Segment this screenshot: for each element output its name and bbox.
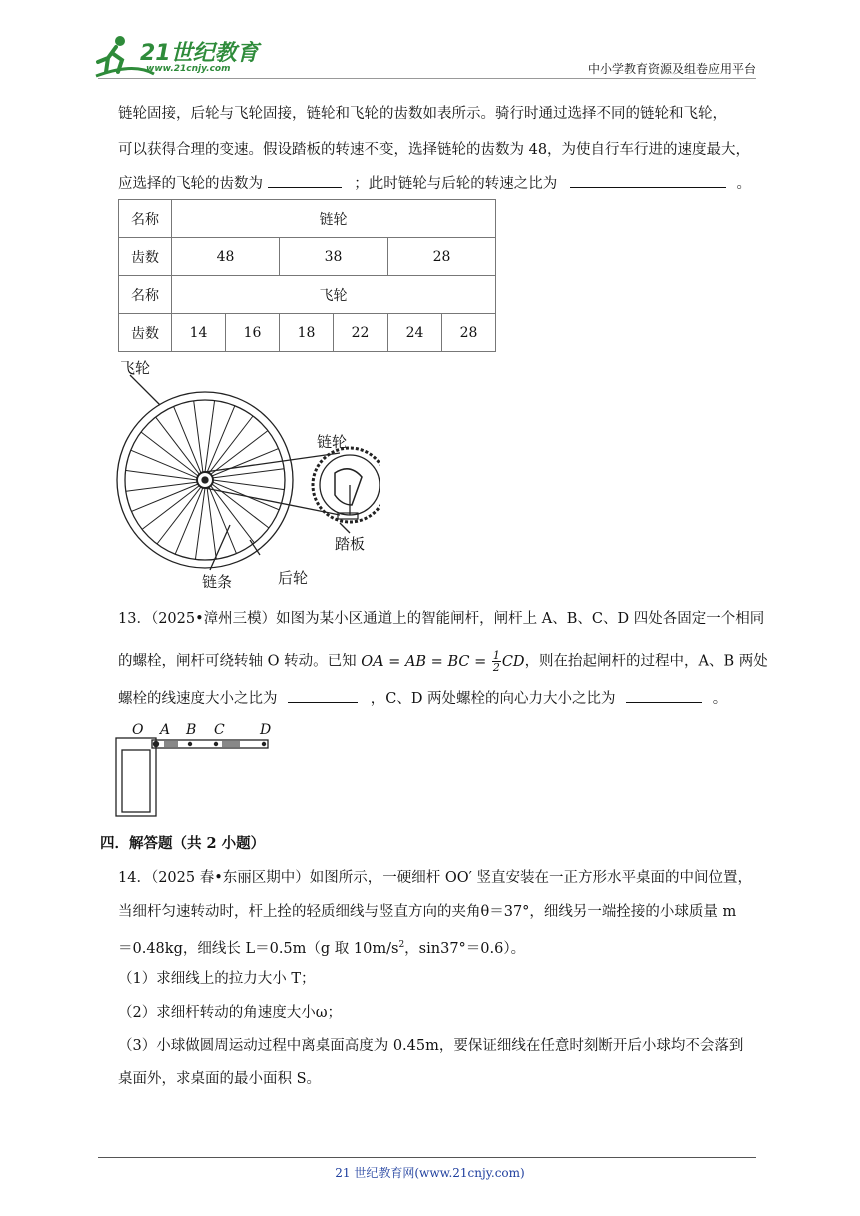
- label-pedal: 踏板: [335, 535, 366, 553]
- wheel-spoke: [195, 488, 205, 559]
- wheel-spoke: [209, 487, 236, 554]
- table-cell: 48: [172, 238, 280, 276]
- table-row: [119, 276, 496, 314]
- label-rear-wheel: 后轮: [278, 569, 309, 587]
- table-cell: 28: [442, 314, 496, 352]
- logo-text: 21世纪教育: [140, 41, 259, 66]
- bicycle-figure: [110, 355, 380, 595]
- q13-line2-text-b: ，则在抬起闸杆的过程中，A、B 两处: [524, 653, 768, 670]
- q12-line3: [118, 173, 751, 194]
- section-title: 四．解答题（共 2 小题）: [100, 835, 266, 852]
- bicycle-wheel-diagram: [110, 355, 380, 595]
- table-cell: 名称: [119, 200, 172, 238]
- wheel-spoke: [141, 432, 198, 476]
- wheel-spoke: [156, 417, 200, 474]
- table-row: [119, 200, 496, 238]
- header-divider: [98, 78, 756, 79]
- wheel-spoke: [175, 488, 203, 555]
- q12-line2: 可以获得合理的变速。假设踏板的转速不变，选择链轮的齿数为 48，为使自行车行进的速度最大，: [118, 142, 751, 158]
- q14-line3-text-a: ＝0.48kg，细线长 L＝0.5m（g 取 10m/s: [118, 940, 399, 957]
- q14-sub3-line2: 桌面外，求桌面的最小面积 S。: [118, 1071, 322, 1087]
- table-cell: 38: [280, 238, 388, 276]
- footer-divider: [98, 1157, 756, 1158]
- q13-line2: [118, 650, 768, 673]
- q13-line2-text-a: 的螺栓，闸杆可绕转轴 O 转动。已知: [118, 653, 362, 670]
- table-cell: 名称: [119, 276, 172, 314]
- gate-label-d: D: [260, 722, 272, 738]
- table-cell: 18: [280, 314, 334, 352]
- wheel-spoke: [207, 406, 235, 473]
- q14-line1: 14．（2025 春•东丽区期中）如图所示，一硬细杆 OO′ 竖直安装在一正方形水平桌面的中间位置，: [118, 870, 753, 886]
- wheel-spoke: [205, 401, 215, 472]
- q13-line3: [118, 688, 727, 709]
- q14-sub2: （2）求细杆转动的角速度大小ω；: [118, 1005, 343, 1021]
- fraction-denominator: 2: [492, 661, 500, 674]
- gate-label-c: C: [214, 722, 225, 738]
- q13-line3-text-b: ，C、D 两处螺栓的向心力大小之比为: [370, 691, 616, 707]
- q13-line3-text-a: 螺栓的线速度大小之比为: [118, 691, 278, 707]
- wheel-spoke: [213, 480, 284, 490]
- wheel-spoke: [157, 487, 201, 544]
- wheel-spoke: [212, 449, 279, 476]
- wheel-spoke: [131, 484, 198, 511]
- gate-label-a: A: [160, 722, 171, 738]
- label-chain: 链条: [202, 573, 233, 591]
- superscript: 2: [398, 940, 405, 950]
- q14-sub1: （1）求细线上的拉力大小 T；: [118, 971, 316, 987]
- gear-table: [118, 199, 496, 352]
- q14-line3-text-b: ，sin37°＝0.6）。: [404, 940, 526, 957]
- wheel-spoke: [126, 482, 197, 491]
- gate-figure: [112, 722, 282, 818]
- wheel-spoke: [131, 450, 198, 478]
- wheel-spoke: [211, 486, 255, 543]
- wheel-spoke: [209, 416, 253, 473]
- q13-equation: [361, 649, 525, 674]
- footer-text[interactable]: 21 世纪教育网(www.21cnjy.com): [335, 1166, 525, 1180]
- logo-url: www.21cnjy.com: [146, 64, 231, 74]
- answer-blank-velocity-ratio[interactable]: [288, 688, 358, 703]
- answer-blank-force-ratio[interactable]: [626, 688, 702, 703]
- table-cell: 24: [388, 314, 442, 352]
- q13-line3-text-c: 。: [712, 691, 728, 707]
- answer-blank-speed-ratio[interactable]: [570, 173, 726, 188]
- gate-label-o: O: [132, 722, 144, 738]
- wheel-spoke: [213, 469, 284, 478]
- table-cell: 齿数: [119, 238, 172, 276]
- header-platform-name: 中小学教育资源及组卷应用平台: [587, 62, 756, 76]
- answer-blank-flywheel[interactable]: [268, 173, 342, 188]
- equation-text: OA = AB = BC =: [361, 653, 491, 670]
- q14-line3: [118, 935, 525, 959]
- table-cell: 飞轮: [172, 276, 496, 314]
- q12-line3-text-c: 。: [736, 176, 751, 192]
- table-cell: 14: [172, 314, 226, 352]
- label-chainring: 链轮: [317, 433, 348, 451]
- q13-line1: 13．（2025•漳州三模）如图为某小区通道上的智能闸杆，闸杆上 A、B、C、D 四处各固定一个相同: [118, 611, 765, 627]
- fraction-numerator: 1: [492, 649, 500, 662]
- header-logo: [94, 32, 264, 78]
- label-flywheel: 飞轮: [120, 359, 151, 377]
- table-cell: 链轮: [172, 200, 496, 238]
- q12-line3-text-a: 应选择的飞轮的齿数为: [118, 176, 263, 192]
- wheel-spoke: [174, 406, 201, 473]
- fraction: [492, 650, 501, 673]
- wheel-spoke: [194, 401, 203, 472]
- q14-sub3-line1: （3）小球做圆周运动过程中离桌面高度为 0.45m，要保证细线在任意时刻断开后小球均不会落到: [118, 1038, 744, 1054]
- table-cell: 齿数: [119, 314, 172, 352]
- equation-tail: CD: [501, 653, 525, 670]
- table-row: [119, 314, 496, 352]
- table-cell: 22: [334, 314, 388, 352]
- wheel-spoke: [207, 488, 216, 559]
- q12-line1: 链轮固接，后轮与飞轮固接，链轮和飞轮的齿数如表所示。骑行时通过选择不同的链轮和飞轮，: [118, 106, 727, 122]
- q12-line3-text-b: ；此时链轮与后轮的转速之比为: [354, 176, 558, 192]
- gate-label-b: B: [186, 722, 197, 738]
- table-cell: 28: [388, 238, 496, 276]
- q14-line2: 当细杆匀速转动时，杆上拴的轻质细线与竖直方向的夹角θ＝37°，细线另一端拴接的小球质量 m: [118, 904, 737, 920]
- wheel-spoke: [126, 470, 197, 480]
- table-row: [119, 238, 496, 276]
- wheel-spoke: [142, 486, 199, 530]
- table-cell: 16: [226, 314, 280, 352]
